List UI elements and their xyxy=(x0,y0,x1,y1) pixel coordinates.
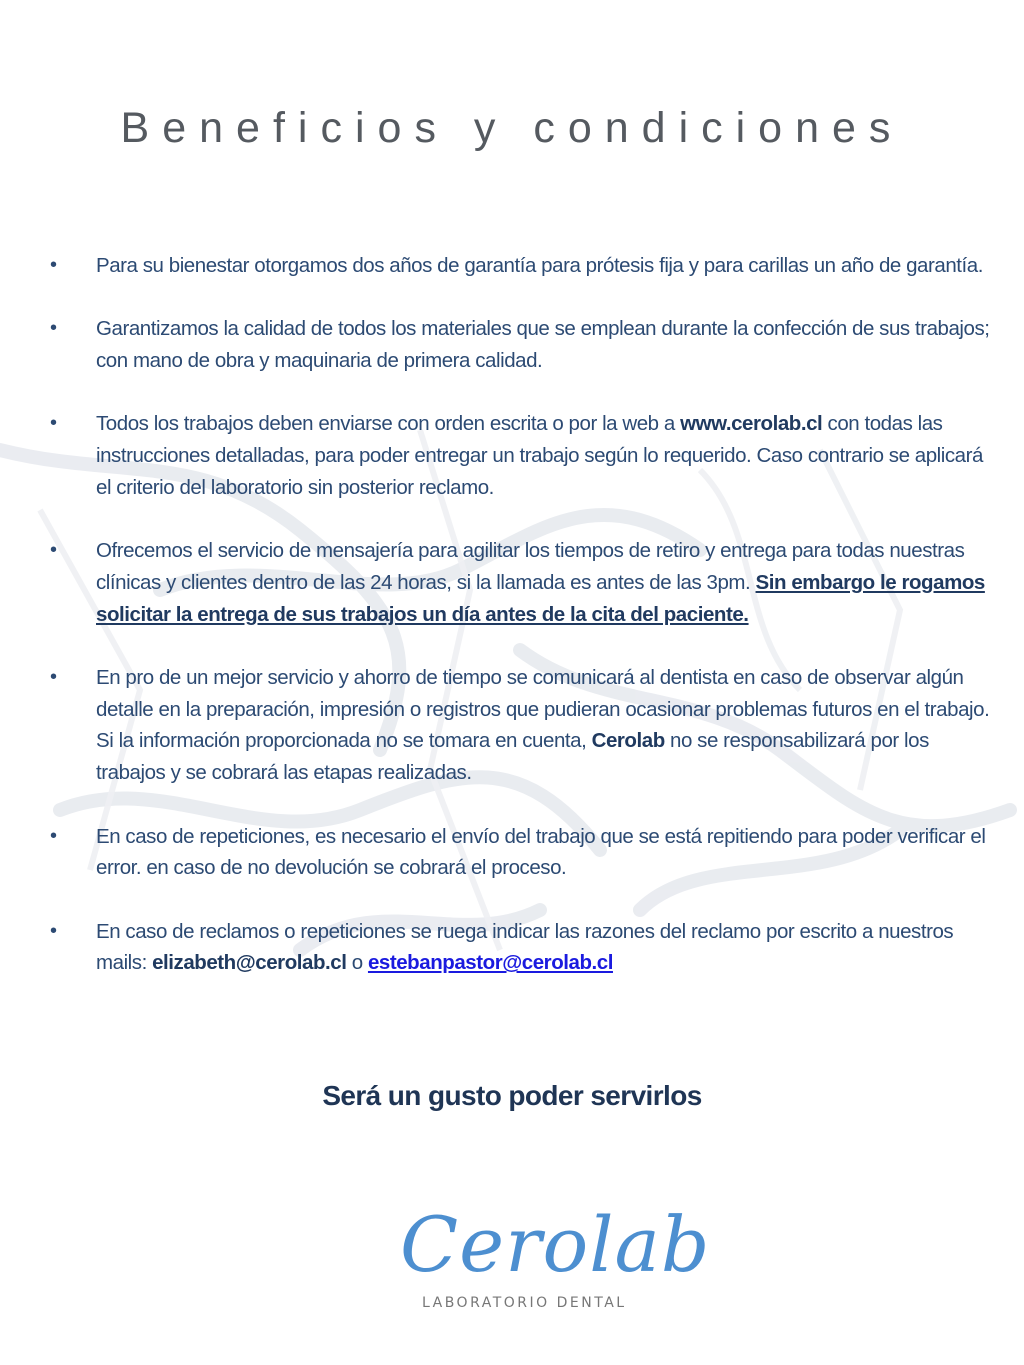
item-text: con todas las instrucciones detalladas, para poder entregar un trabajo según lo requerido. Caso contrario se aplicará el criterio del laboratorio sin posterior reclamo. xyxy=(96,412,983,499)
page-title: Beneficios y condiciones xyxy=(120,104,904,152)
item-text: En caso de reclamos o repeticiones se ruega indicar las razones del reclamo por escrito a nuestros mails: xyxy=(96,919,954,975)
item-text: En caso de repeticiones, es necesario el envío del trabajo que se está repitiendo para poder verificar el error. en caso de no devolución se cobrará el proceso. xyxy=(96,824,986,880)
list-item xyxy=(50,662,990,789)
bullet-icon: • xyxy=(50,666,57,689)
cerolab-logo xyxy=(400,1195,711,1325)
bullet-icon: • xyxy=(50,254,57,276)
list-item xyxy=(50,535,990,630)
email-estebanpastor-link[interactable]: estebanpastor@cerolab.cl xyxy=(367,951,613,975)
bullet-icon: • xyxy=(50,317,57,340)
list-item xyxy=(50,821,990,884)
delivery-notice: Sin embargo le rogamos solicitar la entrega de sus trabajos un día antes de la cita del paciente. xyxy=(96,570,985,626)
item-text: Ofrecemos el servicio de mensajería para agilitar los tiempos de retiro y entrega para todas nuestras clínicas y clientes dentro de las 24 horas, si la llamada es antes de las 3pm. xyxy=(96,539,965,594)
list-item xyxy=(50,916,990,979)
item-text: En pro de un mejor servicio y ahorro de tiempo se comunicará al dentista en caso de observar algún detalle en la preparación, impresión o registros que pudieran ocasionar problemas futuros en el trabajo. Si la información proporcionada no se tomara en cuenta, xyxy=(96,666,990,753)
email-elizabeth[interactable]: elizabeth@cerolab.cl xyxy=(152,951,347,975)
item-text: o xyxy=(346,951,368,975)
logo-wordmark: Cerolab xyxy=(400,1200,711,1289)
item-text: no se responsabilizará por los trabajos y se cobrará las etapas realizadas. xyxy=(96,729,929,785)
list-item xyxy=(50,250,990,282)
bullet-icon: • xyxy=(50,919,57,942)
closing-message: Será un gusto poder servirlos xyxy=(322,1080,702,1111)
website-link[interactable]: www.cerolab.cl xyxy=(680,412,823,436)
item-text: Todos los trabajos deben enviarse con orden escrita o por la web a xyxy=(96,412,681,436)
brand-name: Cerolab xyxy=(591,729,665,753)
conditions-list xyxy=(50,250,990,1011)
item-text: Para su bienestar otorgamos dos años de garantía para prótesis fija y para carillas un año de garantía. xyxy=(96,254,983,277)
bullet-icon: • xyxy=(50,412,57,435)
item-text: Garantizamos la calidad de todos los materiales que se emplean durante la confección de sus trabajos; con mano de obra y maquinaria de primera calidad. xyxy=(96,317,990,373)
list-item xyxy=(50,408,990,503)
list-item xyxy=(50,313,990,376)
bullet-icon: • xyxy=(50,539,57,562)
bullet-icon: • xyxy=(50,824,57,847)
logo-subtitle: LABORATORIO DENTAL xyxy=(422,1295,627,1311)
